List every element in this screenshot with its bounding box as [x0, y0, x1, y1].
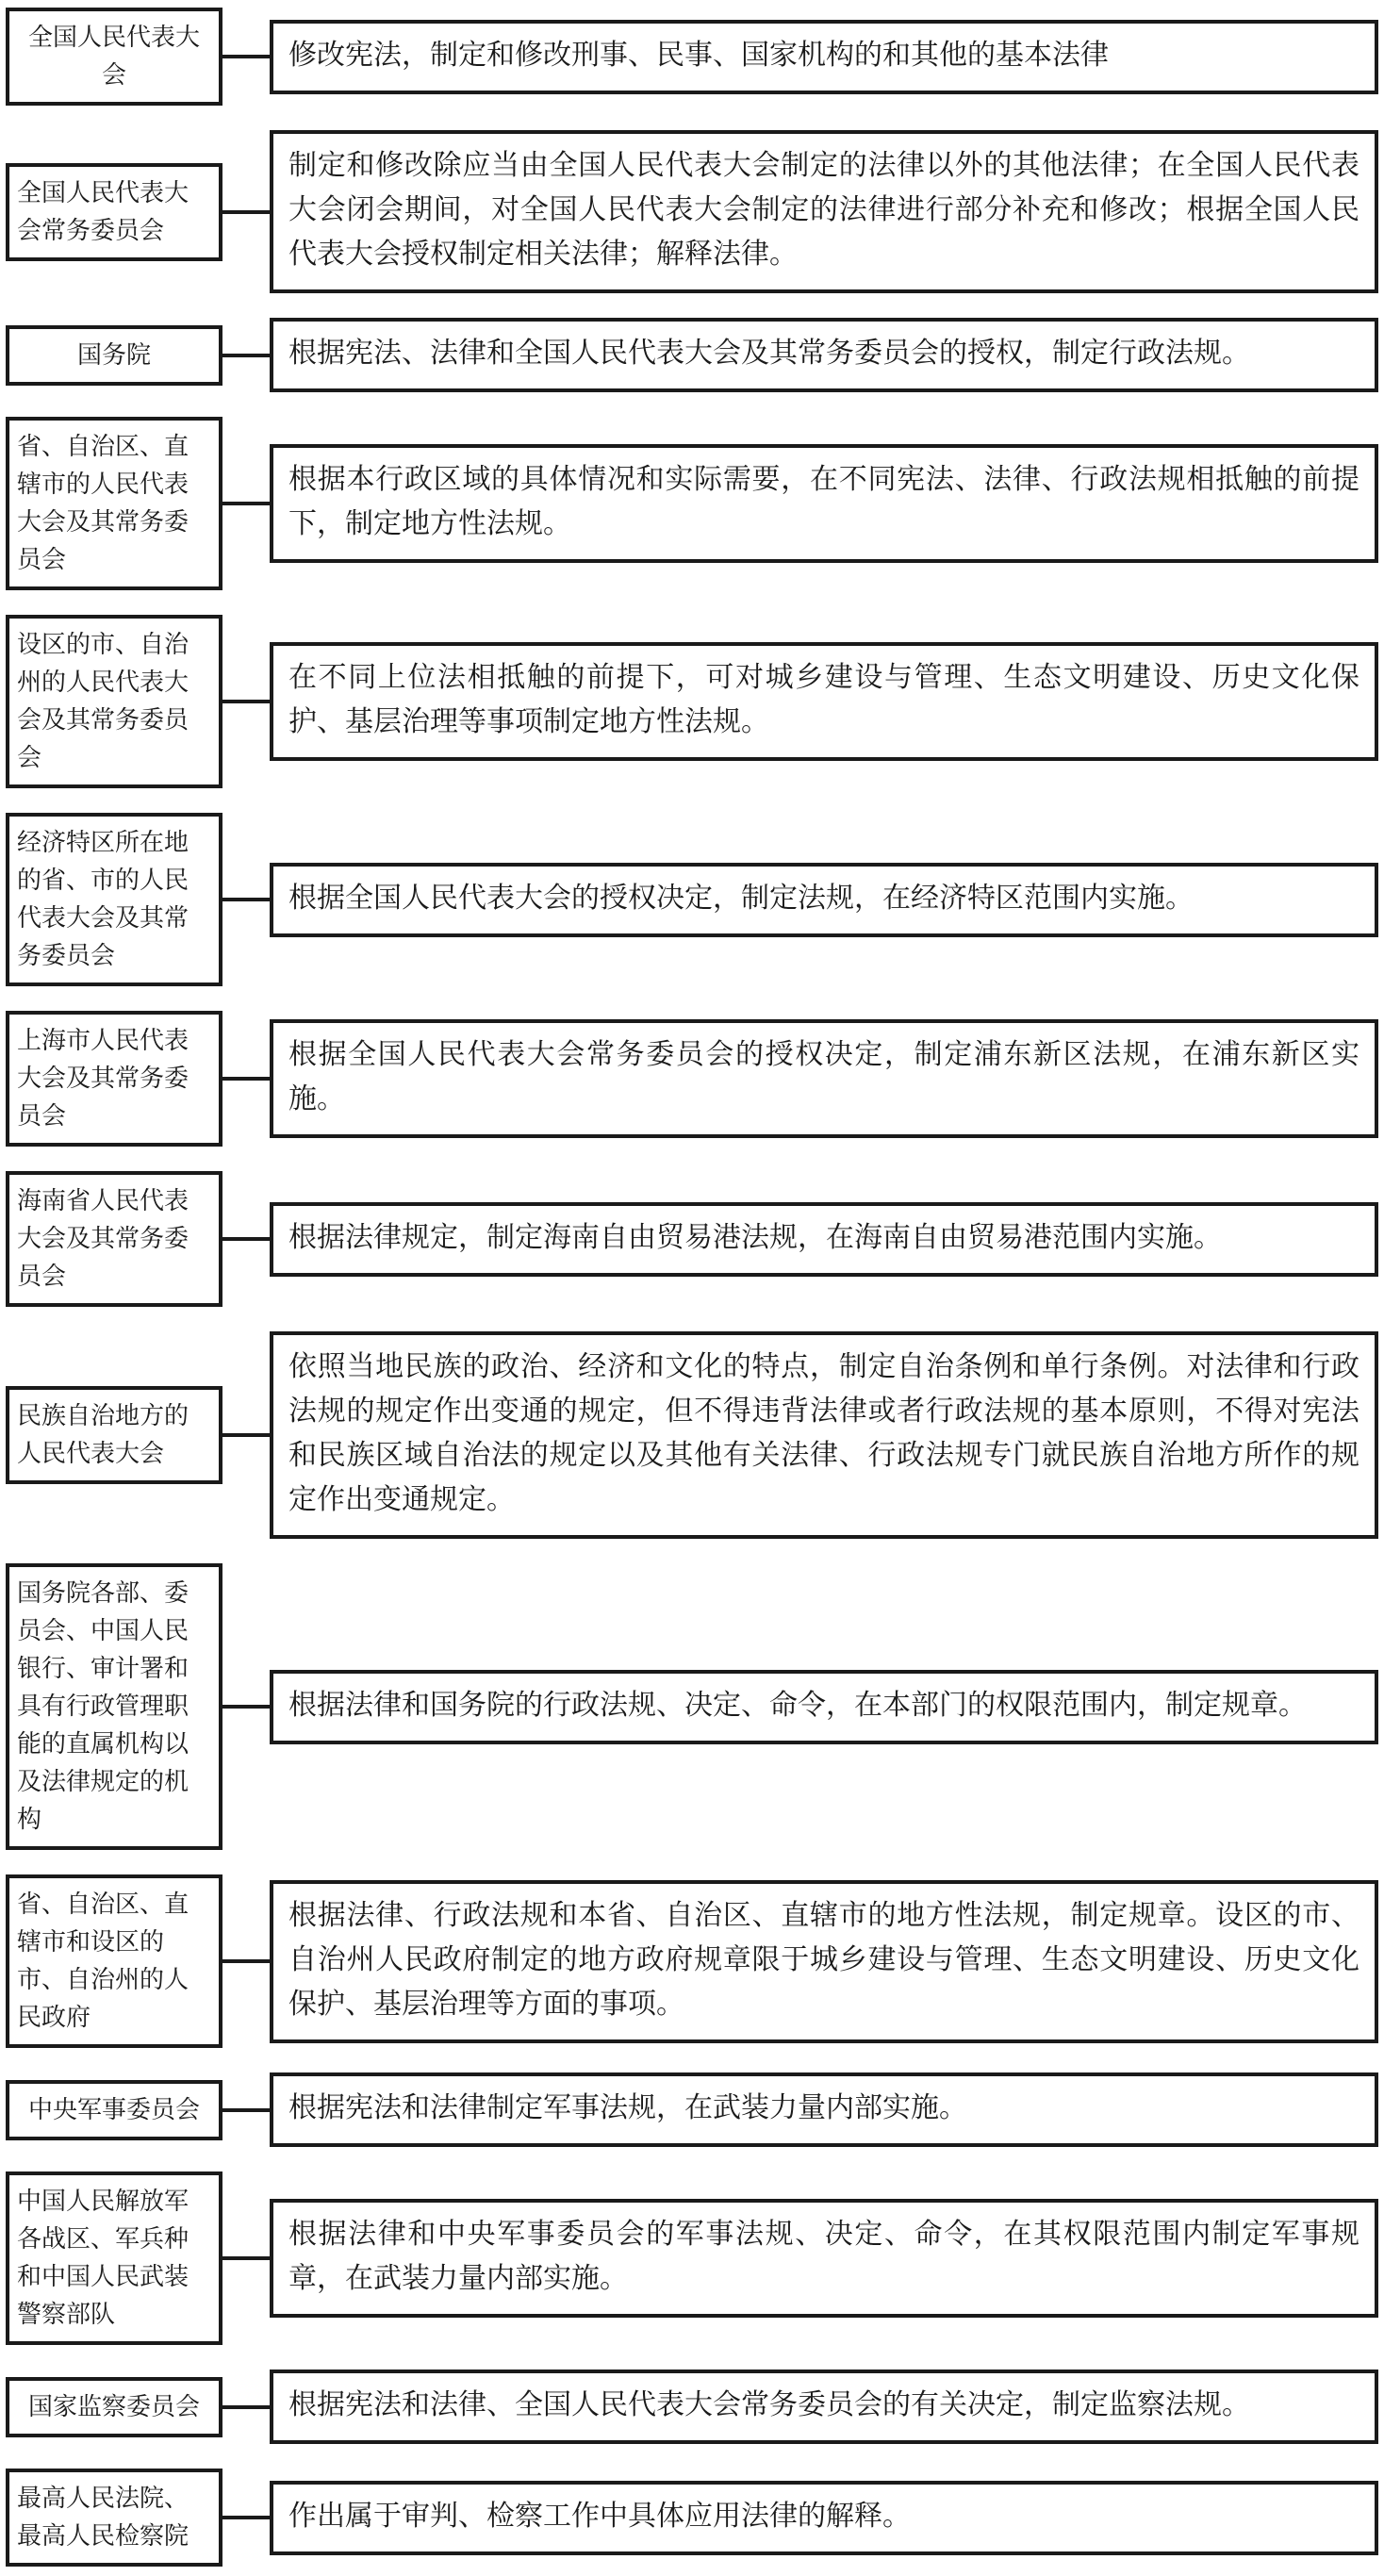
power-text: 根据宪法、法律和全国人民代表大会及其常务委员会的授权，制定行政法规。: [288, 338, 1250, 369]
org-label: 国务院各部、委员会、中国人民银行、审计署和具有行政管理职能的直属机构以及法律规定的机构: [17, 1579, 189, 1833]
org-box: [6, 813, 222, 986]
power-text: 依照当地民族的政治、经济和文化的特点，制定自治条例和单行条例。对法律和行政法规的规定作出变通的规定，但不得违背法律或者行政法规的基本原则，不得对宪法和民族区域自治法的规定以及其他有关法律、行政法规专门就民族自治地方所作的规定作出变通规定。: [288, 1351, 1359, 1515]
org-box: [6, 1011, 222, 1147]
power-box: [270, 20, 1378, 94]
connector-line: [222, 2108, 270, 2112]
power-text: 根据法律和中央军事委员会的军事法规、决定、命令，在其权限范围内制定军事规章，在武装力量内部实施。: [288, 2219, 1359, 2294]
connector-line: [222, 898, 270, 901]
org-label: 民族自治地方的人民代表大会: [17, 1402, 189, 1467]
connector-line: [222, 354, 270, 357]
org-label: 最高人民法院、最高人民检察院: [17, 2485, 189, 2550]
diagram-row-state-council: [6, 318, 1378, 392]
org-box: [6, 1386, 222, 1484]
power-box: [270, 2370, 1378, 2444]
power-text: 制定和修改除应当由全国人民代表大会制定的法律以外的其他法律；在全国人民代表大会闭会期间，对全国人民代表大会制定的法律进行部分补充和修改；根据全国人民代表大会授权制定相关法律；解释法律。: [288, 150, 1359, 270]
connector-line: [222, 2405, 270, 2409]
diagram-row-npc-standing-committee: [6, 130, 1378, 293]
diagram-row-supreme-court-procuratorate: [6, 2469, 1378, 2567]
power-box: [270, 444, 1378, 563]
diagram-row-city-congress: [6, 615, 1378, 788]
org-label: 全国人民代表大会: [27, 24, 200, 89]
power-box: [270, 1331, 1378, 1539]
org-box: [6, 1874, 222, 2048]
diagram-row-hainan-congress: [6, 1171, 1378, 1307]
connector-line: [222, 210, 270, 214]
power-box: [270, 318, 1378, 392]
org-label: 中央军事委员会: [27, 2095, 200, 2123]
power-text: 根据法律规定，制定海南自由贸易港法规，在海南自由贸易港范围内实施。: [288, 1221, 1222, 1253]
org-label: 设区的市、自治州的人民代表大会及其常务委员会: [17, 631, 189, 771]
org-box: [6, 2171, 222, 2345]
power-text: 根据法律和国务院的行政法规、决定、命令，在本部门的权限范围内，制定规章。: [288, 1689, 1307, 1721]
org-box: [6, 8, 222, 106]
connector-line: [222, 2256, 270, 2260]
org-box: [6, 2377, 222, 2437]
power-box: [270, 2072, 1378, 2147]
diagram-row-npc: [6, 8, 1378, 106]
org-box: [6, 325, 222, 386]
org-box: [6, 1563, 222, 1850]
power-box: [270, 1670, 1378, 1744]
diagram-row-sez-congress: [6, 813, 1378, 986]
connector-line: [222, 1705, 270, 1709]
power-box: [270, 1202, 1378, 1277]
diagram-row-national-supervisory-commission: [6, 2370, 1378, 2444]
power-text: 修改宪法，制定和修改刑事、民事、国家机构的和其他的基本法律: [288, 39, 1109, 71]
diagram-row-shanghai-congress: [6, 1011, 1378, 1147]
org-label: 省、自治区、直辖市的人民代表大会及其常务委员会: [17, 433, 189, 573]
connector-line: [222, 1433, 270, 1437]
connector-line: [222, 1959, 270, 1963]
org-box: [6, 1171, 222, 1307]
power-box: [270, 1019, 1378, 1138]
org-label: 国家监察委员会: [27, 2392, 200, 2420]
diagram-row-ministries: [6, 1563, 1378, 1850]
org-box: [6, 615, 222, 788]
org-label: 上海市人民代表大会及其常务委员会: [17, 1027, 189, 1130]
diagram-row-pla-units: [6, 2171, 1378, 2345]
connector-line: [222, 2516, 270, 2519]
diagram-row-ethnic-autonomous-congress: [6, 1331, 1378, 1539]
power-text: 根据全国人民代表大会常务委员会的授权决定，制定浦东新区法规，在浦东新区实施。: [288, 1039, 1359, 1115]
diagram-row-provincial-congress: [6, 417, 1378, 590]
org-box: [6, 163, 222, 261]
power-box: [270, 2481, 1378, 2555]
diagram-row-local-governments: [6, 1874, 1378, 2048]
power-box: [270, 1880, 1378, 2043]
power-text: 在不同上位法相抵触的前提下，可对城乡建设与管理、生态文明建设、历史文化保护、基层治理等事项制定地方性法规。: [288, 662, 1359, 737]
connector-line: [222, 1077, 270, 1081]
org-label: 经济特区所在地的省、市的人民代表大会及其常务委员会: [17, 829, 189, 969]
power-text: 根据宪法和法律制定军事法规，在武装力量内部实施。: [288, 2092, 967, 2123]
org-box: [6, 2469, 222, 2567]
connector-line: [222, 1237, 270, 1241]
power-text: 根据宪法和法律、全国人民代表大会常务委员会的有关决定，制定监察法规。: [288, 2389, 1250, 2420]
org-label: 省、自治区、直辖市和设区的市、自治州的人民政府: [17, 1891, 189, 2031]
power-text: 根据本行政区域的具体情况和实际需要，在不同宪法、法律、行政法规相抵触的前提下，制定地方性法规。: [288, 464, 1359, 539]
diagram-row-central-military-commission: [6, 2072, 1378, 2147]
power-text: 根据全国人民代表大会的授权决定，制定法规，在经济特区范围内实施。: [288, 882, 1194, 914]
org-box: [6, 417, 222, 590]
org-label: 海南省人民代表大会及其常务委员会: [17, 1187, 189, 1290]
connector-line: [222, 700, 270, 703]
connector-line: [222, 55, 270, 58]
power-box: [270, 130, 1378, 293]
power-text: 根据法律、行政法规和本省、自治区、直辖市的地方性法规，制定规章。设区的市、自治州人民政府制定的地方政府规章限于城乡建设与管理、生态文明建设、历史文化保护、基层治理等方面的事项。: [288, 1899, 1359, 2020]
org-label: 全国人民代表大会常务委员会: [17, 178, 189, 244]
power-box: [270, 863, 1378, 937]
power-box: [270, 2199, 1378, 2318]
org-label: 中国人民解放军各战区、军兵种和中国人民武装警察部队: [17, 2188, 189, 2328]
power-text: 作出属于审判、检察工作中具体应用法律的解释。: [288, 2500, 911, 2532]
connector-line: [222, 502, 270, 505]
org-box: [6, 2080, 222, 2140]
power-box: [270, 642, 1378, 761]
org-label: 国务院: [76, 340, 151, 369]
